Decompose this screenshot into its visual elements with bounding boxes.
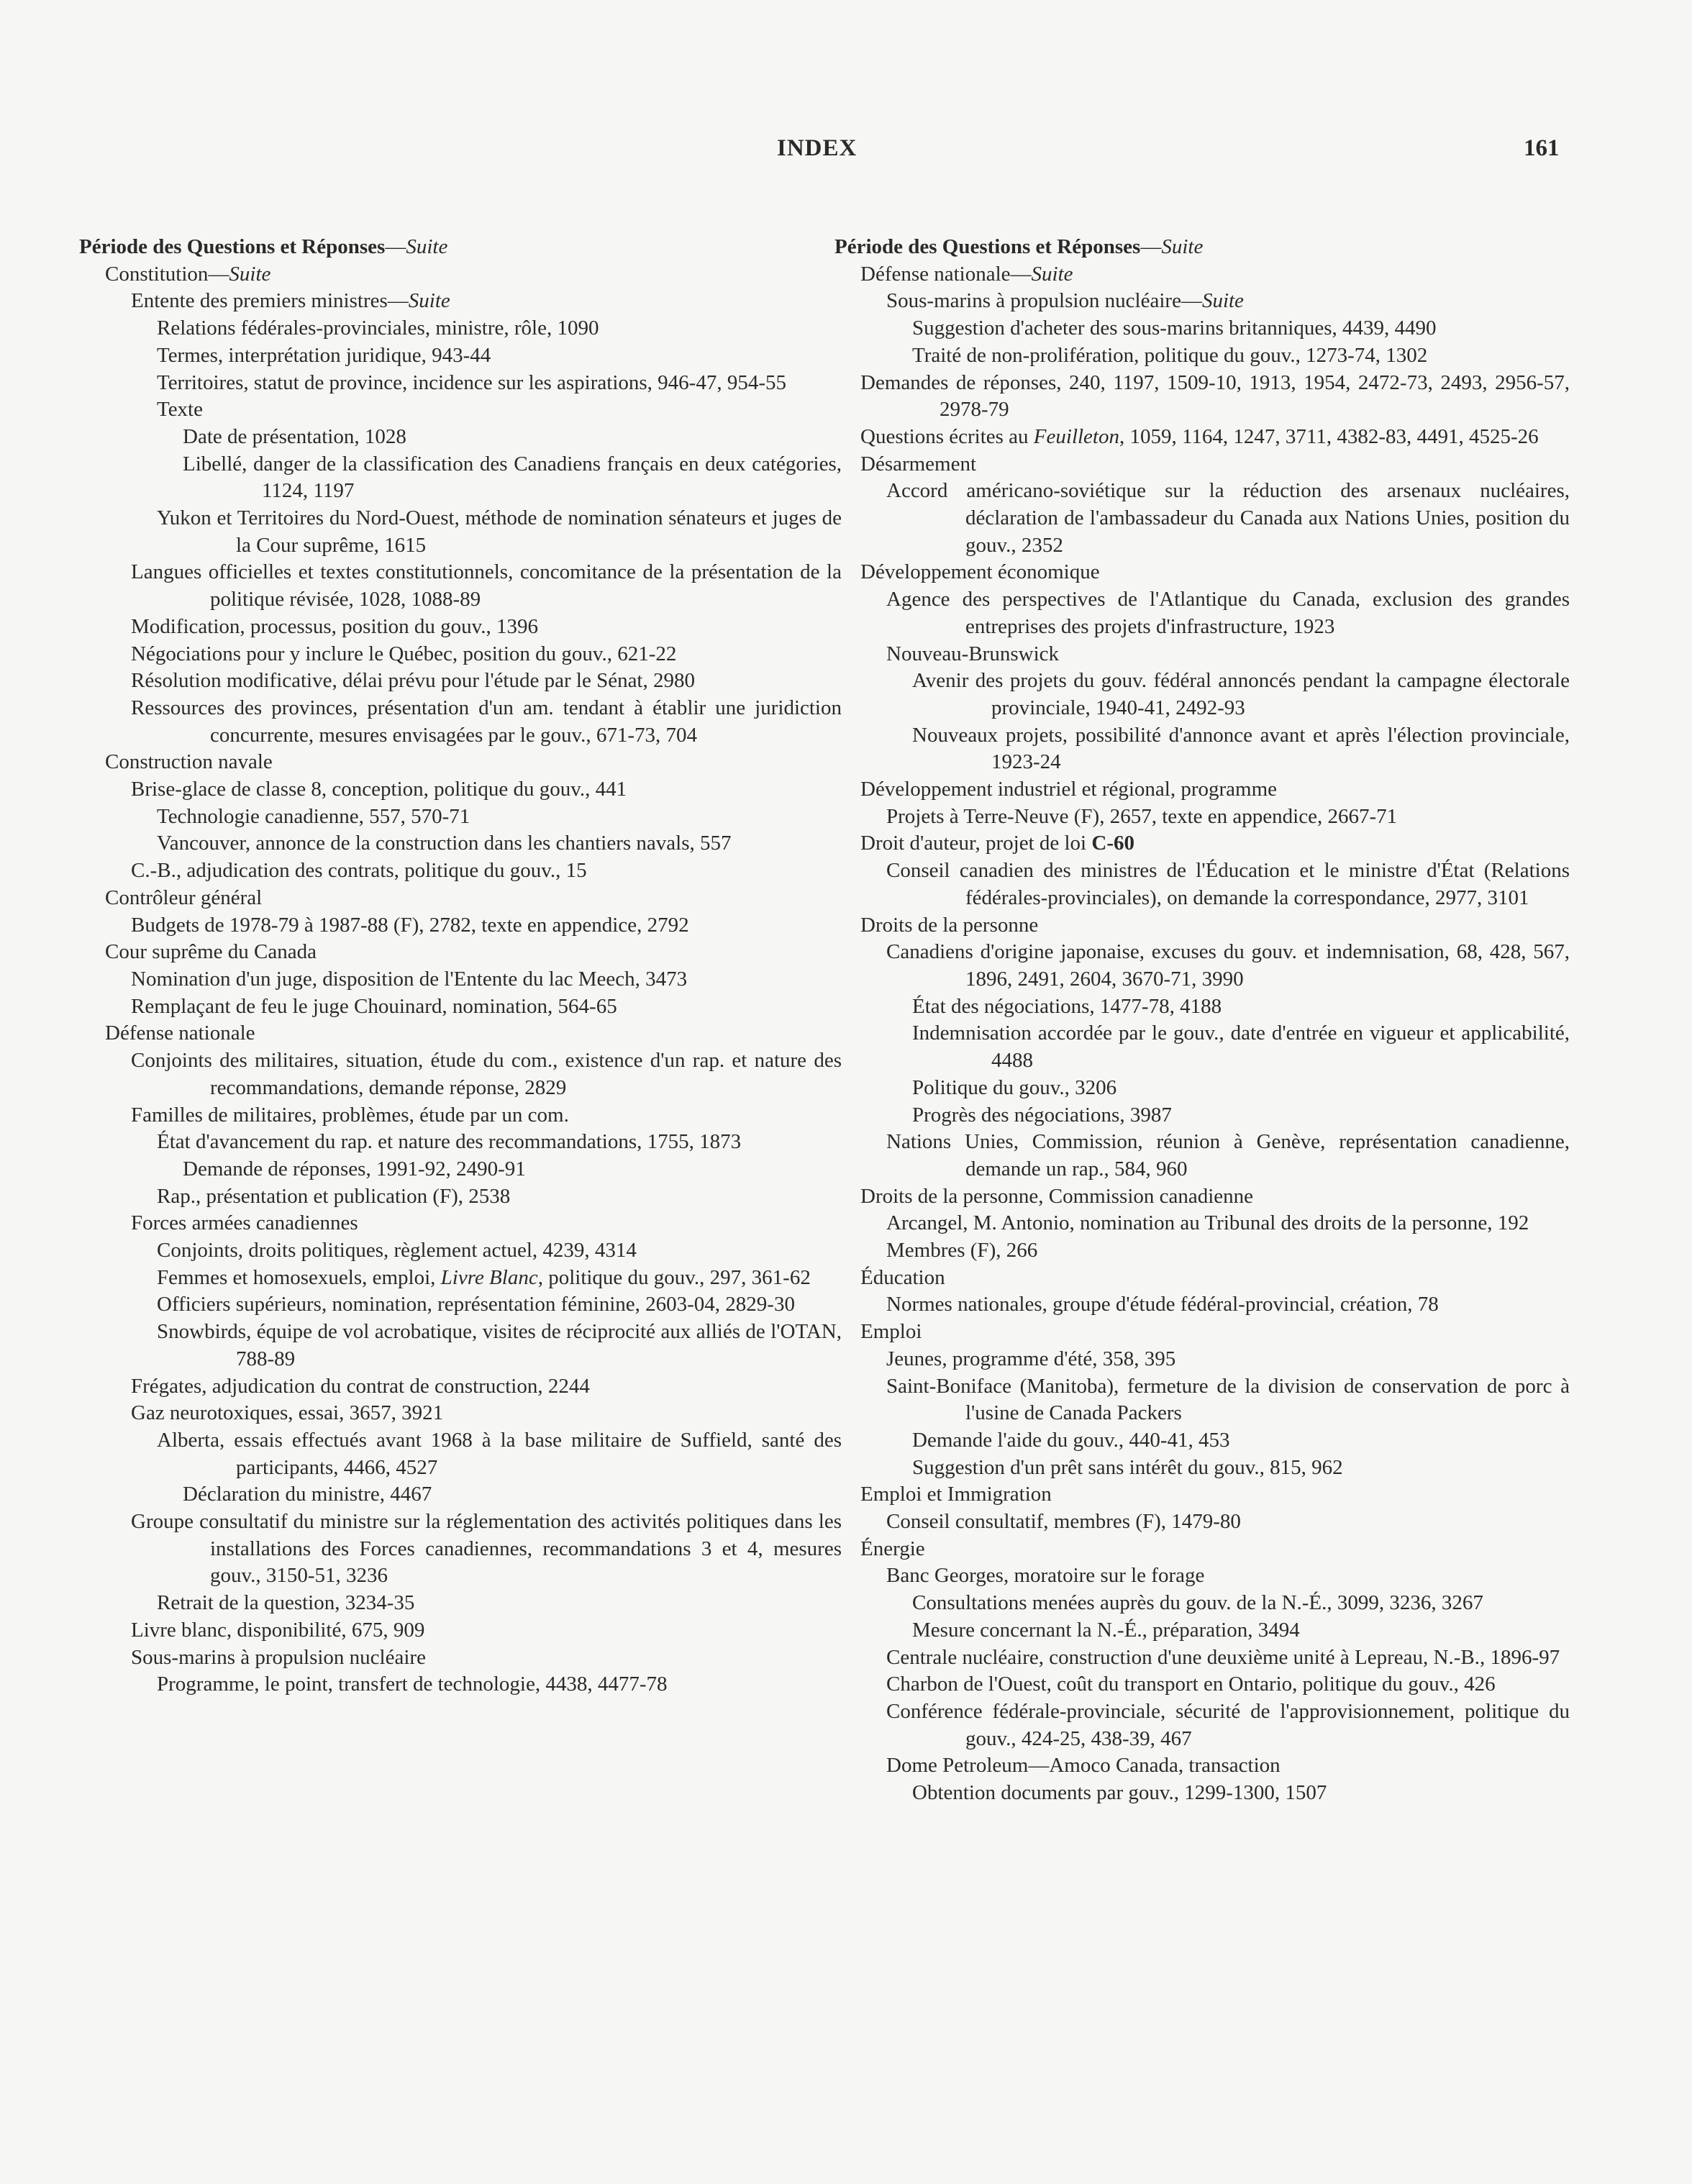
index-entry-text: Sous-marins à propulsion nucléaire <box>131 1645 426 1669</box>
index-entry <box>834 478 1570 559</box>
index-entry-text: Nations Unies, Commission, réunion à Genève, représentation canadienne, demande un rap., 584, 960 <box>886 1130 1570 1180</box>
index-entry <box>834 1210 1570 1237</box>
index-entry <box>79 1265 842 1292</box>
right-index-column <box>834 234 1570 1807</box>
index-entry <box>79 315 842 342</box>
index-entry-text: Sous-marins à propulsion nucléaire— <box>886 289 1202 313</box>
index-entry <box>79 1237 842 1265</box>
index-entry <box>834 1455 1570 1482</box>
index-entry-text: Progrès des négociations, 3987 <box>912 1103 1172 1127</box>
index-entry <box>79 804 842 831</box>
index-entry-text: Nouveau-Brunswick <box>886 642 1060 665</box>
index-entry-text: Entente des premiers ministres— <box>131 289 409 313</box>
index-entry <box>834 1102 1570 1129</box>
index-entry <box>834 857 1570 911</box>
index-entry <box>79 1481 842 1509</box>
index-entry <box>79 505 842 559</box>
index-entry <box>79 857 842 885</box>
index-entry-text: Négociations pour y inclure le Québec, position du gouv., 621-22 <box>131 642 677 665</box>
index-entry-text: Livre blanc, disponibilité, 675, 909 <box>131 1618 425 1642</box>
index-entry <box>79 559 842 613</box>
index-entry-text: Charbon de l'Ouest, coût du transport en Ontario, politique du gouv., 426 <box>886 1673 1496 1696</box>
index-entry <box>79 1617 842 1644</box>
index-entry <box>834 370 1570 424</box>
index-entry <box>834 1752 1570 1780</box>
index-entry <box>834 1536 1570 1563</box>
index-entry-text: Énergie <box>860 1537 925 1560</box>
index-entry-text: Suggestion d'acheter des sous-marins britanniques, 4439, 4490 <box>912 317 1437 340</box>
index-entry <box>834 1291 1570 1319</box>
index-entry-text: , politique du gouv., 297, 361-62 <box>537 1265 811 1289</box>
index-entry <box>834 559 1570 586</box>
index-entry-text: Consultations menées auprès du gouv. de la N.-É., 3099, 3236, 3267 <box>912 1591 1483 1615</box>
index-entry-text: Arcangel, M. Antonio, nomination au Tribunal des droits de la personne, 192 <box>886 1211 1529 1235</box>
index-entry-text: Suite <box>408 289 450 313</box>
index-entry <box>79 396 842 424</box>
index-entry <box>834 1346 1570 1373</box>
index-entry-text: Développement économique <box>860 560 1100 584</box>
index-entry <box>79 1590 842 1617</box>
index-entry-text: — <box>1140 235 1162 258</box>
index-entry <box>834 1183 1570 1211</box>
index-entry-text: Jeunes, programme d'été, 358, 395 <box>886 1347 1176 1370</box>
index-entry <box>79 1020 842 1047</box>
index-entry <box>834 668 1570 722</box>
index-entry <box>79 451 842 505</box>
index-entry-text: Nouveaux projets, possibilité d'annonce avant et après l'élection provinciale, 1923-24 <box>912 723 1570 774</box>
index-entry-text: Date de présentation, 1028 <box>183 424 406 448</box>
index-entry <box>79 776 842 804</box>
index-entry <box>834 1265 1570 1292</box>
index-entry-text: État des négociations, 1477-78, 4188 <box>912 994 1222 1018</box>
index-entry <box>79 1319 842 1373</box>
index-entry <box>79 830 842 857</box>
index-entry-text: Conseil consultatif, membres (F), 1479-80 <box>886 1510 1241 1534</box>
index-entry <box>79 1129 842 1156</box>
index-entry-text: Avenir des projets du gouv. fédéral annoncés pendant la campagne électorale provinciale, 1940-41, 2492-93 <box>912 669 1570 719</box>
index-entry-text: , 1059, 1164, 1247, 3711, 4382-83, 4491, 4525-26 <box>1119 424 1539 448</box>
index-entry <box>834 993 1570 1021</box>
page-number: 161 <box>1524 135 1560 161</box>
index-entry-text: Programme, le point, transfert de technologie, 4438, 4477-78 <box>157 1673 668 1696</box>
index-entry-text: Yukon et Territoires du Nord-Ouest, méthode de nomination sénateurs et juges de la Cour suprême, 1615 <box>157 506 842 557</box>
index-entry <box>834 1373 1570 1427</box>
index-entry <box>79 288 842 315</box>
index-entry-text: Questions écrites au <box>860 424 1034 448</box>
index-entry-text: Accord américano-soviétique sur la réduction des arsenaux nucléaires, déclaration de l'ambassadeur du Canada aux Nations Unies, position du gouv., 2352 <box>886 479 1570 557</box>
index-entry-text: Budgets de 1978-79 à 1987-88 (F), 2782, texte en appendice, 2792 <box>131 913 689 937</box>
index-entry-text: Emploi <box>860 1320 922 1344</box>
index-entry-text: Membres (F), 266 <box>886 1239 1038 1262</box>
index-entry-text: Période des Questions et Réponses <box>834 235 1141 258</box>
index-entry-text: Forces armées canadiennes <box>131 1211 358 1235</box>
index-entry-text: Suggestion d'un prêt sans intérêt du gouv., 815, 962 <box>912 1455 1343 1479</box>
index-entry-text: Éducation <box>860 1265 945 1289</box>
index-entry-text: Droits de la personne <box>860 913 1039 937</box>
index-entry-text: Frégates, adjudication du contrat de construction, 2244 <box>131 1374 590 1398</box>
index-entry <box>834 912 1570 939</box>
index-entry-text: Désarmement <box>860 452 977 476</box>
index-entry-text: — <box>385 235 406 258</box>
index-entry <box>834 1590 1570 1617</box>
index-entry <box>79 912 842 939</box>
index-entry-text: Indemnisation accordée par le gouv., date d'entrée en vigueur et applicabilité, 4488 <box>912 1022 1570 1073</box>
index-entry-text: Familles de militaires, problèmes, étude par un com. <box>131 1103 569 1127</box>
index-entry <box>834 722 1570 776</box>
index-entry-text: Gaz neurotoxiques, essai, 3657, 3921 <box>131 1401 444 1425</box>
index-entry <box>79 966 842 993</box>
index-entry <box>834 586 1570 640</box>
index-entry-text: Saint-Boniface (Manitoba), fermeture de la division de conservation de porc à l'usine de Canada Packers <box>886 1374 1570 1425</box>
index-entry-text: Emploi et Immigration <box>860 1483 1052 1506</box>
index-entry-text: Snowbirds, équipe de vol acrobatique, visites de réciprocité aux alliés de l'OTAN, 788-89 <box>157 1320 842 1370</box>
index-entry <box>834 1237 1570 1265</box>
page-title: INDEX <box>777 135 858 161</box>
index-entry-text: Droit d'auteur, projet de loi <box>860 832 1092 855</box>
index-entry <box>79 261 842 288</box>
index-entry <box>834 1671 1570 1698</box>
index-entry-text: Texte <box>157 398 203 422</box>
index-entry <box>79 668 842 695</box>
index-entry <box>834 1780 1570 1807</box>
index-entry <box>79 614 842 641</box>
index-entry <box>79 234 842 261</box>
index-entry-text: Mesure concernant la N.-É., préparation, 3494 <box>912 1618 1300 1642</box>
index-entry-text: Groupe consultatif du ministre sur la réglementation des activités politiques dans les installations des Forces canadiennes, recommandations 3 et 4, mesures gouv., 3150-51, 3236 <box>131 1510 842 1588</box>
index-entry-text: Territoires, statut de province, incidence sur les aspirations, 946-47, 954-55 <box>157 370 786 394</box>
index-entry-text: Officiers supérieurs, nomination, représentation féminine, 2603-04, 2829-30 <box>157 1293 795 1316</box>
index-entry <box>79 1671 842 1698</box>
index-entry-text: Agence des perspectives de l'Atlantique du Canada, exclusion des grandes entreprises des projets d'infrastructure, 1923 <box>886 588 1570 638</box>
index-entry-text: Demandes de réponses, 240, 1197, 1509-10, 1913, 1954, 2472-73, 2493, 2956-57, 2978-79 <box>860 370 1570 422</box>
page-header <box>0 135 1692 171</box>
index-entry <box>79 1102 842 1129</box>
index-entry <box>834 1509 1570 1536</box>
index-entry-text: Déclaration du ministre, 4467 <box>183 1483 432 1506</box>
index-entry <box>79 1156 842 1183</box>
index-entry <box>834 641 1570 668</box>
index-entry-text: Conseil canadien des ministres de l'Éducation et le ministre d'État (Relations fédérales-provinciales), on demande la correspondance, 2977, 3101 <box>886 859 1570 909</box>
index-entry-text: Feuilleton <box>1033 424 1119 448</box>
index-entry <box>79 695 842 749</box>
index-entry <box>834 776 1570 804</box>
index-entry-text: Suite <box>1161 235 1204 258</box>
index-entry-text: Construction navale <box>105 750 273 774</box>
index-entry <box>79 1183 842 1211</box>
index-entry-text: Droits de la personne, Commission canadienne <box>860 1184 1254 1208</box>
index-entry-text: Termes, interprétation juridique, 943-44 <box>157 343 491 367</box>
left-index-column <box>79 234 842 1698</box>
index-entry <box>834 1427 1570 1455</box>
index-entry-text: Langues officielles et textes constitutionnels, concomitance de la présentation de la politique révisée, 1028, 1088-89 <box>131 560 842 611</box>
index-entry <box>834 234 1570 261</box>
index-entry-text: Normes nationales, groupe d'étude fédéral-provincial, création, 78 <box>886 1293 1439 1316</box>
index-entry-text: Banc Georges, moratoire sur le forage <box>886 1564 1205 1588</box>
index-entry <box>834 1075 1570 1102</box>
index-entry-text: État d'avancement du rap. et nature des recommandations, 1755, 1873 <box>157 1130 742 1154</box>
index-entry <box>79 424 842 451</box>
index-entry <box>79 1373 842 1401</box>
index-entry-text: Nomination d'un juge, disposition de l'Entente du lac Meech, 3473 <box>131 967 688 991</box>
index-entry-text: Demande de réponses, 1991-92, 2490-91 <box>183 1157 526 1180</box>
index-entry-text: Suite <box>1201 289 1244 313</box>
index-entry-text: Vancouver, annonce de la construction dans les chantiers navals, 557 <box>157 832 732 855</box>
index-entry <box>834 1562 1570 1590</box>
index-entry-text: Ressources des provinces, présentation d'un am. tendant à établir une juridiction concurrente, mesures envisagées par le gouv., 671-73, 704 <box>131 696 842 747</box>
index-entry-text: Défense nationale <box>105 1022 255 1045</box>
index-entry-text: Femmes et homosexuels, emploi, <box>157 1265 441 1289</box>
index-entry-text: Suite <box>406 235 448 258</box>
index-entry <box>79 342 842 370</box>
index-entry <box>79 370 842 397</box>
index-entry-text: Suite <box>229 262 271 286</box>
index-entry-text: Modification, processus, position du gouv., 1396 <box>131 614 538 638</box>
index-entry <box>834 1644 1570 1672</box>
index-entry-text: C-60 <box>1091 832 1134 855</box>
index-entry <box>79 885 842 912</box>
index-entry <box>79 993 842 1021</box>
index-entry <box>834 342 1570 370</box>
index-entry <box>834 261 1570 288</box>
index-entry <box>79 1509 842 1590</box>
index-entry <box>79 1427 842 1481</box>
index-entry <box>834 1129 1570 1183</box>
index-entry-text: Remplaçant de feu le juge Chouinard, nomination, 564-65 <box>131 994 617 1018</box>
index-entry-text: Conjoints, droits politiques, règlement actuel, 4239, 4314 <box>157 1239 637 1262</box>
index-entry-text: Technologie canadienne, 557, 570-71 <box>157 804 470 828</box>
index-entry-text: Période des Questions et Réponses <box>79 235 386 258</box>
index-entry <box>834 1319 1570 1346</box>
index-entry <box>834 315 1570 342</box>
index-entry <box>834 424 1570 451</box>
index-entry-text: Constitution— <box>105 262 229 286</box>
index-entry-text: Dome Petroleum—Amoco Canada, transaction <box>886 1754 1281 1778</box>
index-entry <box>834 1020 1570 1074</box>
index-entry-text: Cour suprême du Canada <box>105 940 317 964</box>
index-entry <box>79 1047 842 1101</box>
index-entry <box>79 1291 842 1319</box>
index-entry <box>834 830 1570 857</box>
index-entry-text: Demande l'aide du gouv., 440-41, 453 <box>912 1428 1230 1452</box>
index-entry-text: Retrait de la question, 3234-35 <box>157 1591 415 1615</box>
index-entry-text: Obtention documents par gouv., 1299-1300, 1507 <box>912 1781 1327 1805</box>
index-entry <box>79 1210 842 1237</box>
index-entry-text: Traité de non-prolifération, politique du gouv., 1273-74, 1302 <box>912 343 1428 367</box>
index-entry-text: Développement industriel et régional, programme <box>860 778 1278 801</box>
index-entry <box>79 749 842 776</box>
index-entry-text: Défense nationale— <box>860 262 1032 286</box>
index-entry-text: Rap., présentation et publication (F), 2538 <box>157 1184 511 1208</box>
index-entry <box>79 641 842 668</box>
index-entry <box>834 804 1570 831</box>
index-entry-text: Centrale nucléaire, construction d'une deuxième unité à Lepreau, N.-B., 1896-97 <box>886 1645 1560 1669</box>
index-entry-text: Suite <box>1031 262 1073 286</box>
index-entry-text: Livre Blanc <box>440 1265 538 1289</box>
index-entry-text: Libellé, danger de la classification des Canadiens français en deux catégories, 1124, 1197 <box>183 452 842 503</box>
index-entry <box>834 939 1570 993</box>
index-entry <box>834 288 1570 315</box>
index-entry <box>834 1481 1570 1509</box>
index-entry-text: Canadiens d'origine japonaise, excuses du gouv. et indemnisation, 68, 428, 567, 1896, 2491, 2604, 3670-71, 3990 <box>886 940 1570 991</box>
index-entry-text: Contrôleur général <box>105 886 263 909</box>
index-entry-text: Conjoints des militaires, situation, étude du com., existence d'un rap. et nature des recommandations, demande réponse, 2829 <box>131 1049 842 1099</box>
index-entry-text: Brise-glace de classe 8, conception, politique du gouv., 441 <box>131 778 627 801</box>
index-entry-text: Projets à Terre-Neuve (F), 2657, texte en appendice, 2667-71 <box>886 804 1398 828</box>
index-entry <box>79 1644 842 1672</box>
index-entry <box>834 451 1570 478</box>
index-entry-text: Politique du gouv., 3206 <box>912 1075 1117 1099</box>
index-entry <box>79 939 842 966</box>
index-entry-text: Relations fédérales-provinciales, ministre, rôle, 1090 <box>157 317 599 340</box>
index-entry-text: Alberta, essais effectués avant 1968 à la base militaire de Suffield, santé des participants, 4466, 4527 <box>157 1428 842 1479</box>
index-entry-text: C.-B., adjudication des contrats, politique du gouv., 15 <box>131 859 587 883</box>
index-entry-text: Conférence fédérale-provinciale, sécurité de l'approvisionnement, politique du gouv., 424-25, 438-39, 467 <box>886 1699 1570 1750</box>
index-entry <box>834 1617 1570 1644</box>
index-entry <box>834 1698 1570 1752</box>
index-entry-text: Résolution modificative, délai prévu pour l'étude par le Sénat, 2980 <box>131 669 695 693</box>
index-entry <box>79 1400 842 1427</box>
